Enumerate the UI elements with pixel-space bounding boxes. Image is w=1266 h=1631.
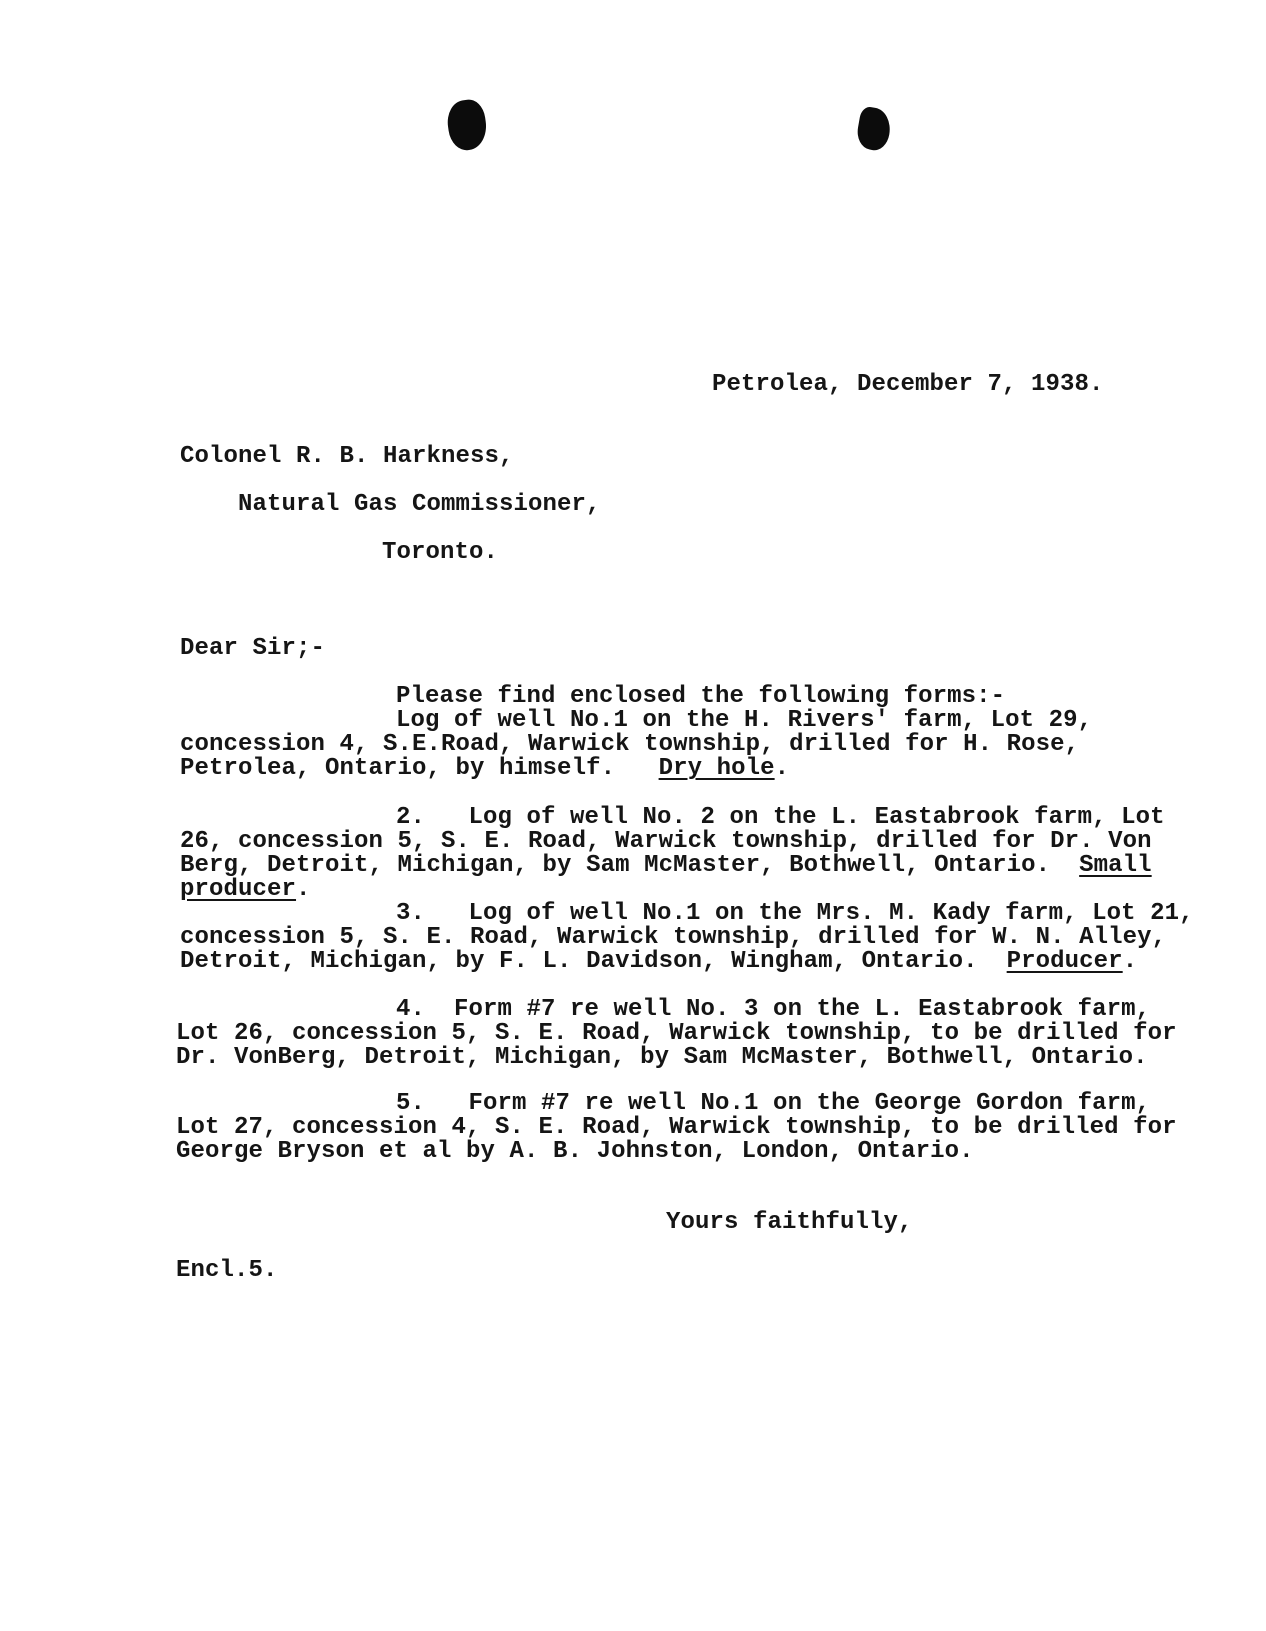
- item3-line1: 3. Log of well No.1 on the Mrs. M. Kady farm, Lot 21,: [396, 900, 1194, 927]
- enclosure-note: Encl.5.: [176, 1257, 278, 1284]
- item1-line2: concession 4, S.E.Road, Warwick township, drilled for H. Rose,: [180, 731, 1080, 758]
- item3-line2: concession 5, S. E. Road, Warwick township, drilled for W. N. Alley,: [180, 924, 1167, 951]
- item1-status-end: .: [774, 755, 790, 782]
- item3-line3: [180, 949, 1137, 974]
- item5-line3: George Bryson et al by A. B. Johnston, London, Ontario.: [176, 1138, 974, 1165]
- item4-line2: Lot 26, concession 5, S. E. Road, Warwick township, to be drilled for: [176, 1020, 1177, 1047]
- item4-line3: Dr. VonBerg, Detroit, Michigan, by Sam McMaster, Bothwell, Ontario.: [176, 1044, 1148, 1071]
- item1-line1: Log of well No.1 on the H. Rivers' farm, Lot 29,: [396, 707, 1093, 734]
- item3-status-end: .: [1122, 948, 1138, 975]
- item4-line1: 4. Form #7 re well No. 3 on the L. Eastabrook farm,: [396, 996, 1151, 1023]
- closing: Yours faithfully,: [666, 1209, 913, 1236]
- item2-status-a: Small: [1079, 852, 1152, 879]
- item5-line1: 5. Form #7 re well No.1 on the George Gordon farm,: [396, 1090, 1151, 1117]
- item2-status-end: .: [296, 876, 311, 903]
- recipient-city: Toronto.: [382, 539, 499, 566]
- intro-line: Please find enclosed the following forms:-: [396, 683, 1006, 710]
- item2-line3: [180, 853, 1152, 878]
- item3-status: Producer: [1006, 948, 1123, 975]
- item5-line2: Lot 27, concession 4, S. E. Road, Warwick township, to be drilled for: [176, 1114, 1177, 1141]
- item1-line3-text: Petrolea, Ontario, by himself.: [180, 755, 616, 782]
- punch-hole-right: [855, 106, 894, 153]
- item2-line2: 26, concession 5, S. E. Road, Warwick township, drilled for Dr. Von: [180, 828, 1152, 855]
- item1-status: Dry hole: [658, 755, 775, 782]
- salutation: Dear Sir;-: [180, 635, 326, 662]
- recipient-name: Colonel R. B. Harkness,: [180, 443, 514, 470]
- item2-line4: [180, 877, 311, 902]
- item1-line3: [180, 756, 789, 781]
- item2-status-b: producer: [180, 876, 297, 903]
- punch-hole-left: [445, 98, 490, 153]
- recipient-title: Natural Gas Commissioner,: [238, 491, 601, 518]
- item3-line3-text: Detroit, Michigan, by F. L. Davidson, Wingham, Ontario.: [180, 948, 978, 975]
- dateline: Petrolea, December 7, 1938.: [712, 371, 1104, 398]
- item2-line3-text: Berg, Detroit, Michigan, by Sam McMaster, Bothwell, Ontario.: [180, 852, 1051, 879]
- item2-line1: 2. Log of well No. 2 on the L. Eastabrook farm, Lot: [396, 804, 1165, 831]
